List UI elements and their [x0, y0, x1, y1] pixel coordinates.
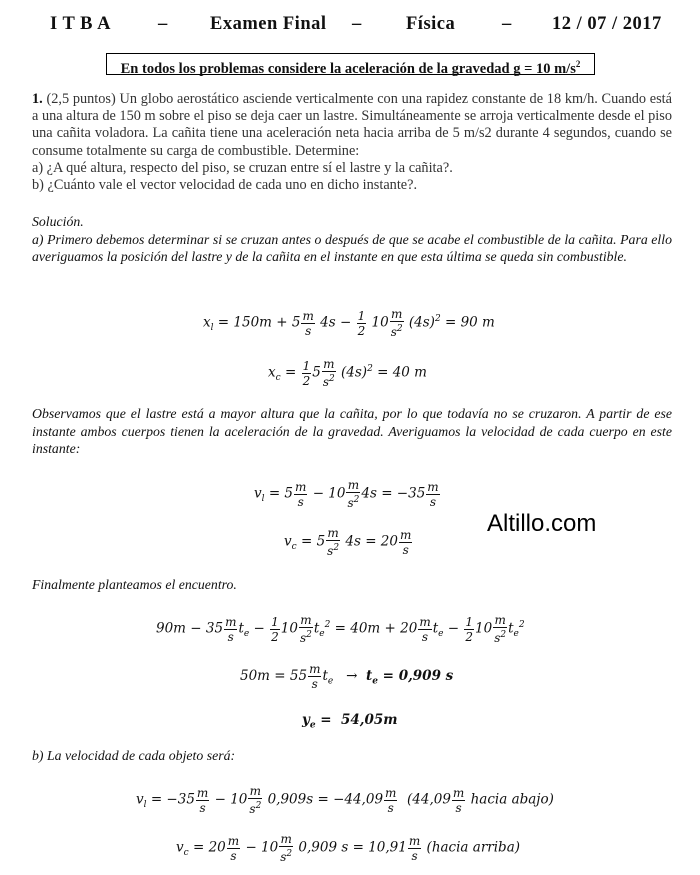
- dash: –: [352, 14, 362, 34]
- solution-para-a: a) Primero debemos determinar si se cruzan antes o después de que se acabe el combustible de la cañita. Para ello averiguamos la posición del lastre y de la cañita en el instante en que esta última se queda sin combustible.: [32, 231, 672, 265]
- equation-te: 50m = 55 $\frac{m}{s}$ $t_e \to t_e = 0,909$ s: [240, 662, 454, 691]
- equation-vl-final: $v_l = -35$ $\frac{m}{s}$ − 10 $\frac{m}{s^2}$ 0,909s = −44,09 $\frac{m}{s}$ (44,09 $\frac{m}{s}$ hacia abajo): [136, 784, 554, 816]
- exam-title: Examen Final: [210, 14, 327, 34]
- solution-label: Solución.: [32, 214, 84, 229]
- dash: –: [158, 14, 168, 34]
- equation-vc: $v_c = 5$ $\frac{m}{s^2}$ 4s = 20 $\frac{m}{s}$: [284, 526, 412, 558]
- equation-vc-final-note: (hacia arriba): [426, 839, 521, 856]
- problem-item-b: b) ¿Cuánto vale el vector velocidad de cada uno en dicho instante?.: [32, 177, 418, 194]
- equation-xc: $x_c$ = $\frac{1}{2}$ 5 $\frac{m}{s^2}$ $(4s)^2 = 40$ m: [268, 357, 427, 389]
- equation-vl: $v_l = 5$ $\frac{m}{s}$ − 10 $\frac{m}{s^2}$ 4s = −35 $\frac{m}{s}$: [254, 478, 439, 510]
- dash: –: [502, 14, 512, 34]
- solution-para-observation: Observamos que el lastre está a mayor altura que la cañita, por lo que todavía no se cruzaron. A partir de ese instante ambos cuerpos tienen la aceleración de la gravedad. Averiguamos la velocidad de cada cuerpo en este instante:: [32, 406, 672, 457]
- gravity-note-text: En todos los problemas considere la aceleración de la gravedad g = 10 m/s: [120, 60, 576, 77]
- gravity-note: [106, 53, 595, 75]
- solution-para-final: Finalmente planteamos el encuentro.: [32, 577, 237, 592]
- problem-number: 1.: [32, 91, 43, 107]
- equation-vl-result: = −35: [381, 485, 426, 502]
- problem-statement: [32, 91, 672, 194]
- problem-item-a: a) ¿A qué altura, respecto del piso, se cruzan entre sí el lastre y la cañita?.: [32, 159, 453, 176]
- subject: Física: [406, 14, 456, 34]
- equation-xc-result: = 40 m: [377, 364, 427, 381]
- equation-xl-result: = 90 m: [444, 314, 495, 331]
- institution: I T B A: [50, 14, 111, 34]
- equation-vc-final-result: = 10,91: [352, 839, 407, 856]
- equation-ye: $y_e = 54,05m$: [302, 712, 398, 731]
- problem-text: (2,5 puntos) Un globo aerostático asciende verticalmente con una rapidez constante de 18 km/h. Cuando está a una altura de 150 m sobre el piso se deja caer un lastre. Simultáneamente se arroja verticalmente desde el piso una cañita voladora. La cañita tiene una aceleración neta hacia arriba de 5 m/s2 durante 4 segundos, cuando se consume totalmente su carga de combustible. Determine:: [32, 91, 672, 159]
- watermark: Altillo.com: [487, 510, 597, 537]
- equation-encounter: 90m − 35 $\frac{m}{s}$ $t_e$ − $\frac{1}{2}$ 10 $\frac{m}{s^2}$ $t_e^2 = 40m + 20$ $\frac{m}{s}$ $t_e$ − $\frac{1}{2}$ 10 $\frac{m}{s^2}$ $t_e^2$: [156, 613, 525, 645]
- equation-xl: $x_l = 150m + 5$ $\frac{m}{s}$ 4s − $\frac{1}{2}$ 10 $\frac{m}{s^2}$ $(4s)^2 = 90$ m: [203, 307, 495, 339]
- equation-vc-result: = 20: [365, 533, 398, 550]
- gravity-note-sup: 2: [575, 59, 581, 69]
- solution-para-b: b) La velocidad de cada objeto será:: [32, 748, 236, 763]
- exam-date: 12 / 07 / 2017: [552, 14, 662, 34]
- equation-vl-final-note: hacia abajo: [470, 791, 549, 808]
- solution-intro: [32, 213, 672, 266]
- equation-ye-result: 54,05m: [341, 712, 398, 728]
- equation-vl-final-result: = −44,09: [317, 791, 384, 808]
- equation-vc-final: $v_c = 20$ $\frac{m}{s}$ − 10 $\frac{m}{s^2}$ 0,909 s = 10,91 $\frac{m}{s}$ (hacia arriba): [176, 832, 521, 864]
